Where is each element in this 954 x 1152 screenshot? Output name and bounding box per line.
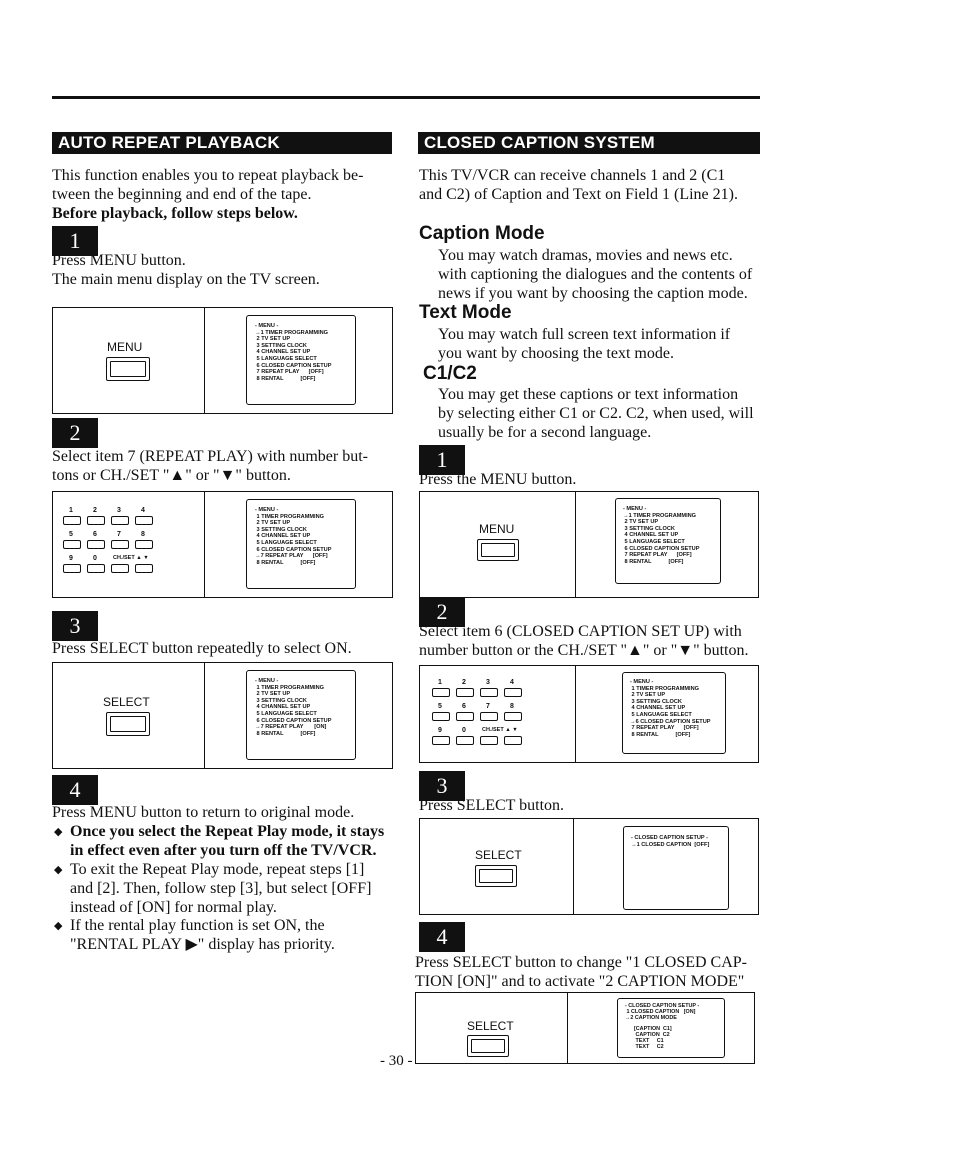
body-text: with captioning the dialogues and the contents of — [438, 266, 753, 283]
intro-bold: Before playback, follow steps below. — [52, 205, 298, 222]
keypad-button — [111, 516, 129, 525]
chset-button — [135, 564, 153, 573]
keypad-number: 4 — [510, 679, 514, 686]
step-text: Select item 6 (CLOSED CAPTION SET UP) with — [419, 623, 742, 640]
keypad-button — [87, 564, 105, 573]
keypad-button — [135, 540, 153, 549]
bullet-text: and [2]. Then, follow step [3], but select [OFF] — [70, 880, 372, 897]
menu-text: - MENU - →1 TIMER PROGRAMMING 2 TV SET UP 3 SETTING CLOCK 4 CHANNEL SET UP 5 LANGUAGE SELECT 6 CLOSED CAPTION SETUP 7 REPEAT PLAY [OFF] 8 RENTAL [OFF] — [255, 323, 332, 382]
bullet-text: in effect even after you turn off the TV/VCR. — [70, 842, 377, 859]
keypad-button — [480, 688, 498, 697]
keypad-number: 2 — [462, 679, 466, 686]
keypad-button — [504, 712, 522, 721]
menu-button-graphic — [477, 539, 519, 561]
body-text: You may watch dramas, movies and news etc. — [438, 247, 733, 264]
intro-line: and C2) of Caption and Text on Field 1 (Line 21). — [419, 186, 738, 203]
subheading-caption-mode: Caption Mode — [419, 223, 545, 244]
bullet-text: instead of [ON] for normal play. — [70, 899, 277, 916]
keypad-number: 2 — [93, 507, 97, 514]
remote-label: MENU — [107, 340, 143, 354]
illustration-keypad-screen — [52, 491, 393, 598]
bullet-icon: ◆ — [54, 826, 63, 838]
tv-screen — [246, 670, 356, 760]
body-text: news if you want by choosing the caption mode. — [438, 285, 748, 302]
menu-text: - MENU - →1 TIMER PROGRAMMING 2 TV SET UP 3 SETTING CLOCK 4 CHANNEL SET UP 5 LANGUAGE SELECT 6 CLOSED CAPTION SETUP 7 REPEAT PLAY [OFF] 8 RENTAL [OFF] — [623, 506, 700, 565]
bullet-text: If the rental play function is set ON, the — [70, 917, 325, 934]
body-text: usually be for a second language. — [438, 424, 652, 441]
illustration-select-screen — [52, 662, 393, 769]
keypad-number: 0 — [462, 727, 466, 734]
chset-label: CH./SET ▲ ▼ — [482, 727, 518, 733]
subheading-text-mode: Text Mode — [419, 302, 512, 323]
step-text: Press SELECT button. — [419, 797, 565, 814]
select-button-graphic — [106, 712, 150, 736]
tv-screen — [623, 826, 729, 910]
intro-line: This function enables you to repeat playback be- — [52, 167, 364, 184]
step-marker: 3 — [52, 611, 98, 641]
menu-text: - MENU - 1 TIMER PROGRAMMING 2 TV SET UP 3 SETTING CLOCK 4 CHANNEL SET UP 5 LANGUAGE SELECT 6 CLOSED CAPTION SETUP →7 REPEAT PLAY [OFF] 8 RENTAL [OFF] — [255, 507, 332, 566]
keypad-number: 0 — [93, 555, 97, 562]
keypad-number: 7 — [117, 531, 121, 538]
tv-screen — [615, 498, 721, 584]
tv-screen — [246, 499, 356, 589]
body-text: you want by choosing the text mode. — [438, 345, 674, 362]
select-button-graphic — [475, 865, 517, 887]
chset-label: CH./SET ▲ ▼ — [113, 555, 149, 561]
keypad-button — [432, 712, 450, 721]
select-button-graphic — [467, 1035, 509, 1057]
step-text: Press SELECT button repeatedly to select ON. — [52, 640, 352, 657]
intro-line: This TV/VCR can receive channels 1 and 2 (C1 — [419, 167, 726, 184]
keypad-number: 7 — [486, 703, 490, 710]
illustration-keypad-screen — [419, 665, 759, 763]
body-text: by selecting either C1 or C2. C2, when used, will — [438, 405, 754, 422]
illustration-menu-screen — [52, 307, 393, 414]
tv-screen — [246, 315, 356, 405]
keypad-graphic — [61, 508, 201, 598]
keypad-number: 5 — [69, 531, 73, 538]
chset-button — [111, 564, 129, 573]
remote-label: SELECT — [467, 1019, 514, 1033]
keypad-button — [87, 516, 105, 525]
keypad-button — [456, 736, 474, 745]
step-text: tons or CH./SET "▲" or "▼" button. — [52, 467, 291, 484]
keypad-button — [63, 564, 81, 573]
keypad-button — [456, 688, 474, 697]
bullet-icon: ◆ — [54, 864, 63, 876]
page-number: - 30 - — [380, 1053, 413, 1069]
intro-line: tween the beginning and end of the tape. — [52, 186, 312, 203]
illustration-caption-mode-screen — [415, 992, 755, 1064]
keypad-number: 1 — [438, 679, 442, 686]
keypad-number: 9 — [69, 555, 73, 562]
step-text: Select item 7 (REPEAT PLAY) with number but- — [52, 448, 368, 465]
keypad-number: 8 — [141, 531, 145, 538]
keypad-button — [480, 712, 498, 721]
chset-button — [504, 736, 522, 745]
bullet-text: Once you select the Repeat Play mode, it stays — [70, 823, 385, 840]
step-text: Press MENU button to return to original mode. — [52, 804, 355, 821]
illustration-select-screen — [419, 818, 759, 915]
step-marker: 4 — [52, 775, 98, 805]
step-marker: 2 — [52, 418, 98, 448]
keypad-button — [456, 712, 474, 721]
keypad-graphic — [430, 680, 570, 760]
bullet-icon: ◆ — [54, 920, 63, 932]
step-marker: 4 — [419, 922, 465, 952]
keypad-number: 4 — [141, 507, 145, 514]
keypad-button — [111, 540, 129, 549]
remote-label: SELECT — [475, 848, 522, 862]
keypad-number: 5 — [438, 703, 442, 710]
keypad-button — [135, 516, 153, 525]
bullet-text: To exit the Repeat Play mode, repeat steps [1] — [70, 861, 365, 878]
menu-text: - MENU - 1 TIMER PROGRAMMING 2 TV SET UP 3 SETTING CLOCK 4 CHANNEL SET UP 5 LANGUAGE SELECT →6 CLOSED CAPTION SETUP 7 REPEAT PLAY [OFF] 8 RENTAL [OFF] — [630, 679, 711, 738]
remote-label: MENU — [479, 522, 515, 536]
step-text: TION [ON]" and to activate "2 CAPTION MODE" — [415, 973, 745, 990]
keypad-button — [63, 516, 81, 525]
section-header-closed-caption: CLOSED CAPTION SYSTEM — [418, 132, 760, 154]
menu-text: - CLOSED CAPTION SETUP - →1 CLOSED CAPTION [OFF] — [631, 835, 710, 848]
remote-label: SELECT — [103, 695, 150, 709]
body-text: You may watch full screen text information if — [438, 326, 731, 343]
keypad-button — [504, 688, 522, 697]
keypad-number: 6 — [93, 531, 97, 538]
tv-screen — [617, 998, 725, 1058]
keypad-number: 3 — [486, 679, 490, 686]
step-text: number button or the CH./SET "▲" or "▼" button. — [419, 642, 749, 659]
step-text: Press the MENU button. — [419, 471, 577, 488]
tv-screen — [622, 672, 726, 754]
chset-button — [480, 736, 498, 745]
menu-text: - MENU - 1 TIMER PROGRAMMING 2 TV SET UP 3 SETTING CLOCK 4 CHANNEL SET UP 5 LANGUAGE SELECT 6 CLOSED CAPTION SETUP →7 REPEAT PLAY [ON] 8 RENTAL [OFF] — [255, 678, 332, 737]
keypad-button — [432, 736, 450, 745]
step-text: The main menu display on the TV screen. — [52, 271, 320, 288]
step-marker: 3 — [419, 771, 465, 801]
subheading-c1c2: C1/C2 — [423, 363, 477, 384]
keypad-number: 8 — [510, 703, 514, 710]
keypad-number: 6 — [462, 703, 466, 710]
keypad-number: 9 — [438, 727, 442, 734]
bullet-text: "RENTAL PLAY ▶" display has priority. — [70, 936, 335, 953]
menu-button-graphic — [106, 357, 150, 381]
illustration-menu-screen — [419, 491, 759, 598]
keypad-number: 3 — [117, 507, 121, 514]
step-marker: 1 — [52, 226, 98, 256]
section-header-auto-repeat: AUTO REPEAT PLAYBACK — [52, 132, 392, 154]
step-marker: 1 — [419, 445, 465, 475]
keypad-number: 1 — [69, 507, 73, 514]
body-text: You may get these captions or text information — [438, 386, 739, 403]
step-marker: 2 — [419, 597, 465, 627]
keypad-button — [63, 540, 81, 549]
menu-text: - CLOSED CAPTION SETUP - 1 CLOSED CAPTION [ON] →2 CAPTION MODE [CAPTION C1] CAPTION C2 TEXT C1 TEXT C2 — [625, 1003, 700, 1050]
keypad-button — [432, 688, 450, 697]
top-rule — [52, 96, 760, 99]
step-text: Press SELECT button to change "1 CLOSED CAP- — [415, 954, 748, 971]
keypad-button — [87, 540, 105, 549]
step-text: Press MENU button. — [52, 252, 186, 269]
